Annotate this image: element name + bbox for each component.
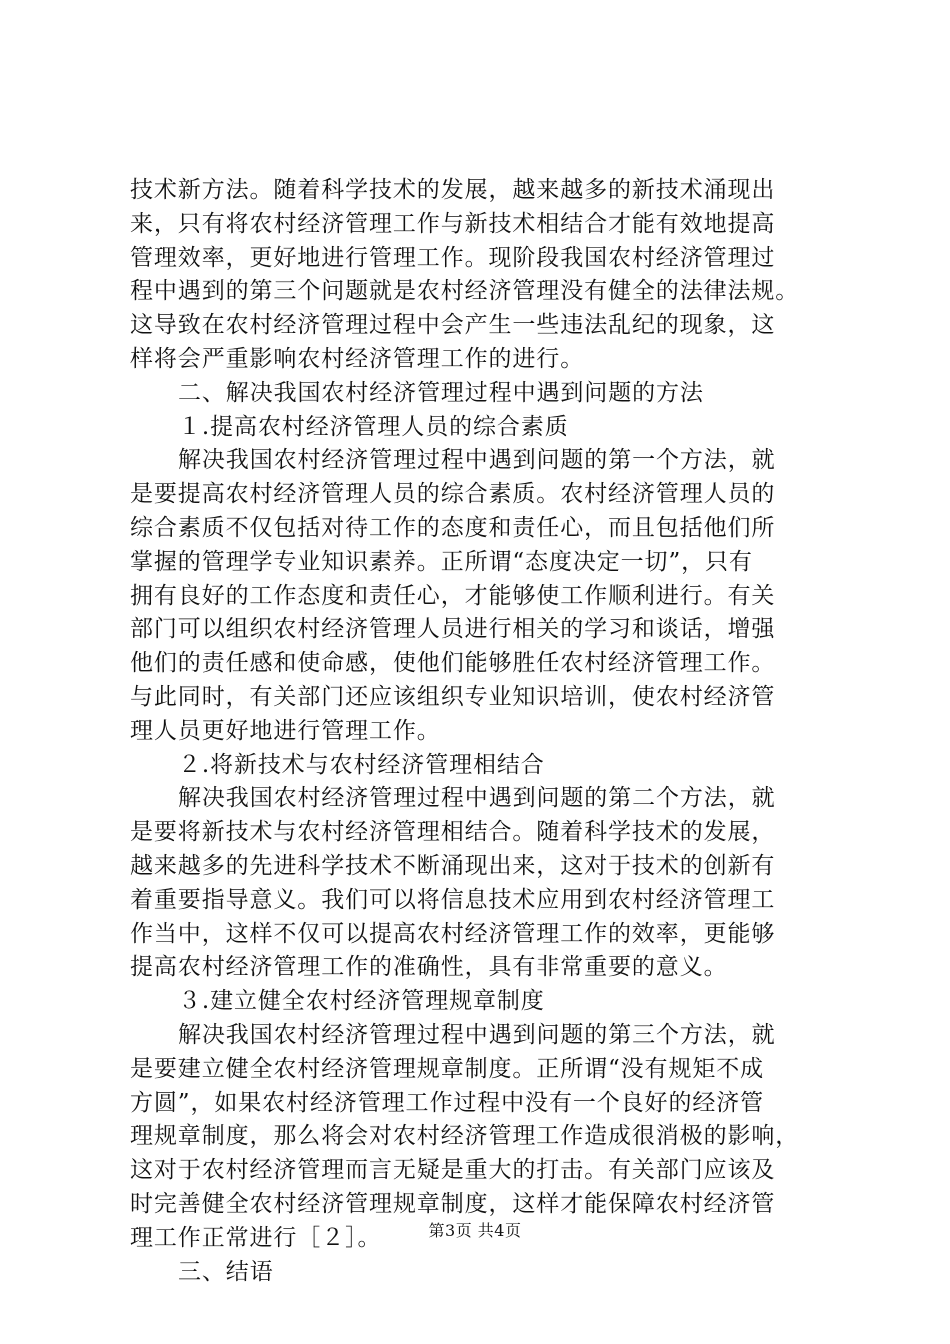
text-line: 二、解决我国农村经济管理过程中遇到问题的方法: [178, 379, 704, 406]
text-line: 是要将新技术与农村经济管理相结合。随着科学技术的发展，: [130, 819, 776, 846]
text-line: 三、结语: [178, 1258, 274, 1285]
text-line: ２.将新技术与农村经济管理相结合: [178, 751, 545, 778]
text-line: １.提高农村经济管理人员的综合素质: [178, 413, 569, 440]
text-line: 提高农村经济管理工作的准确性，具有非常重要的意义。: [130, 954, 728, 981]
text-line: 与此同时，有关部门还应该组织专业知识培训，使农村经济管: [130, 683, 776, 710]
page-footer: 第3页 共4页: [428, 1221, 522, 1240]
document-body: [130, 174, 850, 1289]
text-line: 着重要指导意义。我们可以将信息技术应用到农村经济管理工: [130, 886, 776, 913]
text-line: 解决我国农村经济管理过程中遇到问题的第三个方法，就: [178, 1021, 776, 1048]
text-line: 部门可以组织农村经济管理人员进行相关的学习和谈话，增强: [130, 616, 776, 643]
text-line: 样将会严重影响农村经济管理工作的进行。: [130, 345, 585, 372]
text-line: 这对于农村经济管理而言无疑是重大的打击。有关部门应该及: [130, 1157, 776, 1184]
text-line: 越来越多的先进科学技术不断涌现出来，这对于技术的创新有: [130, 852, 776, 879]
text-line: 来，只有将农村经济管理工作与新技术相结合才能有效地提高: [130, 210, 776, 237]
text-line: 拥有良好的工作态度和责任心，才能够使工作顺利进行。有关: [130, 582, 776, 609]
text-line: 方圆”，如果农村经济管理工作过程中没有一个良好的经济管: [130, 1089, 765, 1116]
text-line: 解决我国农村经济管理过程中遇到问题的第一个方法，就: [178, 447, 776, 474]
text-line: 程中遇到的第三个问题就是农村经济管理没有健全的法律法规。: [130, 278, 800, 305]
text-line: 掌握的管理学专业知识素养。正所谓“态度决定一切”，只有: [130, 548, 753, 575]
text-line: 管理效率，更好地进行管理工作。现阶段我国农村经济管理过: [130, 244, 776, 271]
text-line: 作当中，这样不仅可以提高农村经济管理工作的效率，更能够: [130, 920, 776, 947]
text-line: 他们的责任感和使命感，使他们能够胜任农村经济管理工作。: [130, 650, 776, 677]
text-line: 是要提高农村经济管理人员的综合素质。农村经济管理人员的: [130, 481, 776, 508]
text-line: 理规章制度，那么将会对农村经济管理工作造成很消极的影响，: [130, 1123, 800, 1150]
text-line: 理工作正常进行［２］。: [130, 1224, 382, 1251]
text-line: 综合素质不仅包括对待工作的态度和责任心，而且包括他们所: [130, 514, 776, 541]
text-line: 理人员更好地进行管理工作。: [130, 717, 441, 744]
text-line: 技术新方法。随着科学技术的发展，越来越多的新技术涌现出: [130, 177, 776, 203]
text-line: 是要建立健全农村经济管理规章制度。正所谓“没有规矩不成: [130, 1055, 765, 1082]
text-line: 解决我国农村经济管理过程中遇到问题的第二个方法，就: [178, 785, 776, 812]
text-line: 这导致在农村经济管理过程中会产生一些违法乱纪的现象，这: [130, 312, 776, 339]
text-line: ３.建立健全农村经济管理规章制度: [178, 988, 545, 1015]
text-line: 时完善健全农村经济管理规章制度，这样才能保障农村经济管: [130, 1190, 776, 1217]
